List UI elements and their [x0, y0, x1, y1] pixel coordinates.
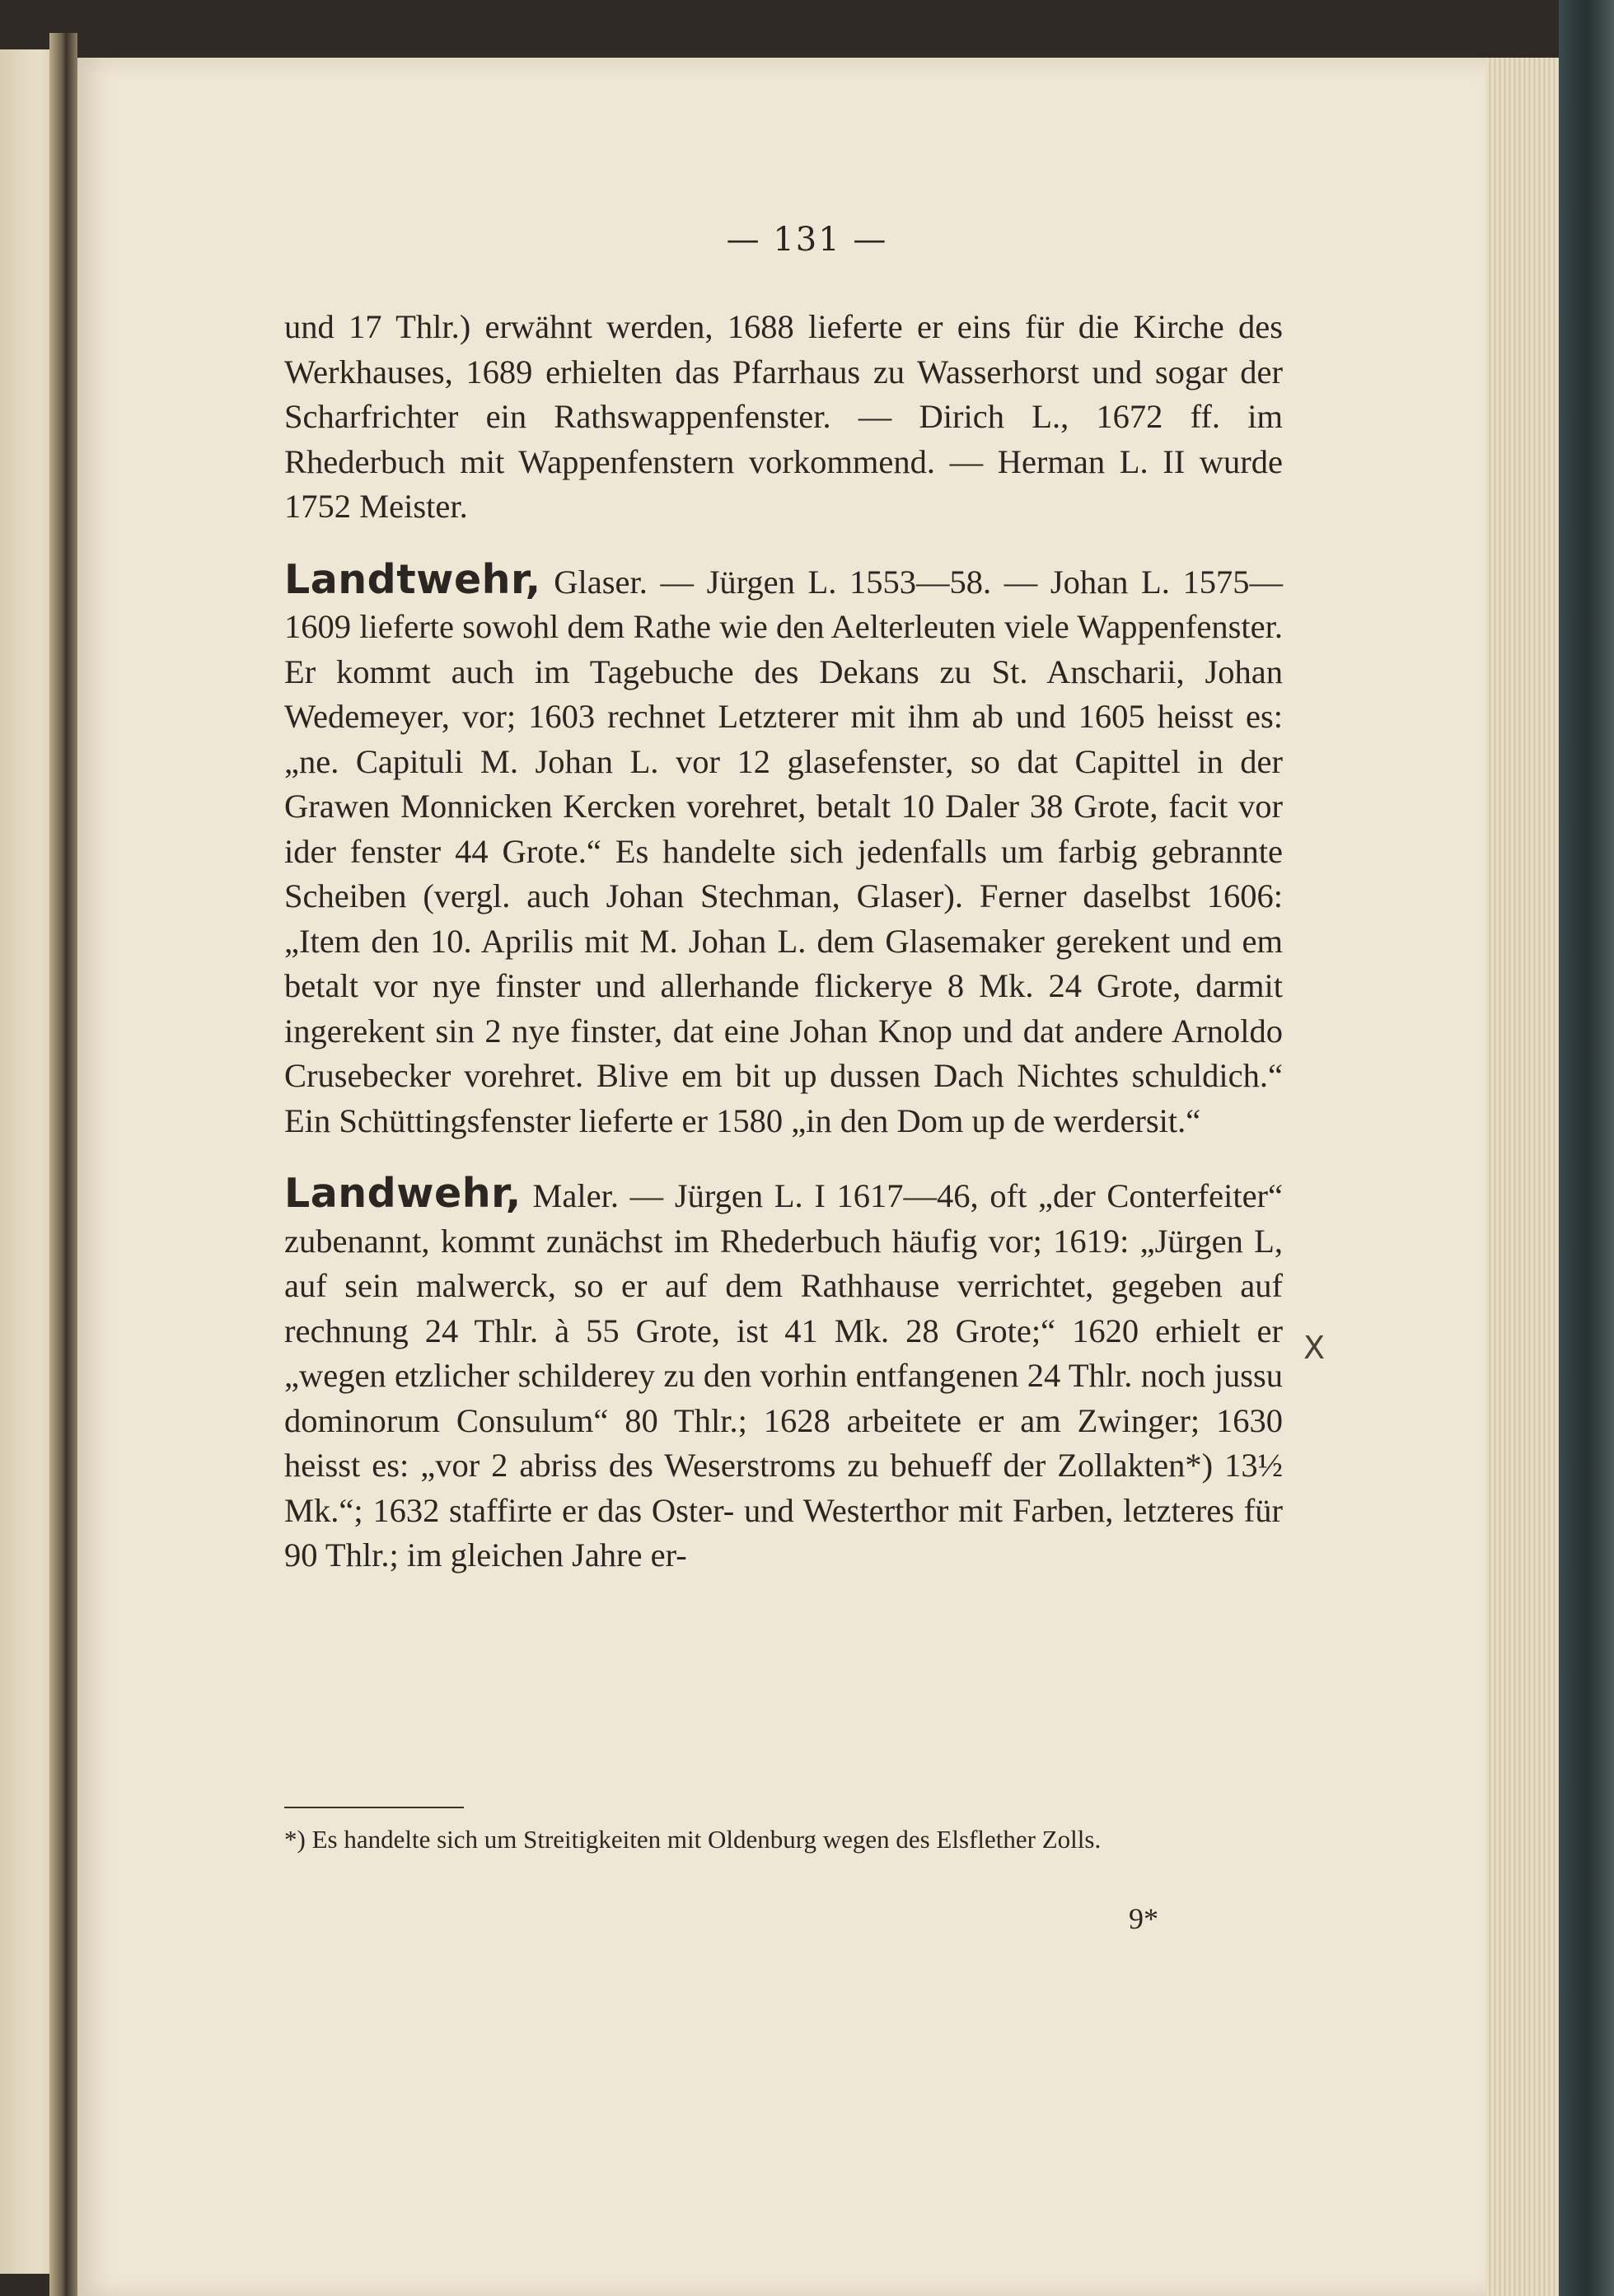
body-text — [284, 305, 1283, 1578]
entry-heading-landwehr: Landwehr, — [284, 1170, 522, 1217]
page-number: — 131 — — [726, 221, 888, 259]
signature-mark: 9* — [1129, 1902, 1158, 1935]
book-cover-edge — [1559, 0, 1614, 2296]
paragraph-1 — [284, 305, 1283, 530]
paragraph-2 — [284, 555, 1283, 1144]
entry-heading-tail: Glaser. — — [540, 563, 707, 601]
footnote-rule — [284, 1807, 464, 1808]
page-fore-edge — [1486, 58, 1559, 2296]
book-gutter — [49, 33, 77, 2296]
margin-pencil-mark: X — [1303, 1330, 1326, 1366]
paragraph-3 — [284, 1171, 1283, 1578]
paragraph-2-text: Jürgen L. 1553—58. — Johan L. 1575—1609 lieferte sowohl dem Rathe wie den Aelterleuten viele Wappenfenster. Er kommt auch im Tagebuche des Dekans zu St. Anscharii, Johan Wedemeyer, vor; 1603 rechnet Letzterer mit ihm ab und 1605 heisst es: „ne. Capituli M. Johan L. vor 12 glasefenster, so dat Capittel in der Grawen Monnicken Kercken vorehret, betalt 10 Daler 38 Grote, facit vor ider fenster 44 Grote.“ Es handelte sich jedenfalls um farbig gebrannte Scheiben (vergl. auch Johan Stechman, Glaser). Ferner daselbst 1606: „Item den 10. Aprilis mit M. Johan L. dem Glasemaker gerekent und em betalt vor nye finster und allerhande flickerye 8 Mk. 24 Grote, darmit ingerekent sin 2 nye finster, dat eine Johan Knop und dat andere Arnoldo Crusebecker vorehret. Blive em bit up dussen Dach Nichtes schuldich.“ Ein Schüttingsfenster lieferte er 1580 „in den Dom up de werdersit.“ — [284, 563, 1283, 1139]
paragraph-1-text: und 17 Thlr.) erwähnt werden, 1688 lieferte er eins für die Kirche des Werkhauses, 1689 erhielten das Pfarrhaus zu Wasserhorst und sogar der Scharfrichter ein Rathswappenfenster. — Dirich L., 1672 ff. im Rhederbuch mit Wappenfenstern vorkommend. — Herman L. II wurde 1752 Meister. — [284, 308, 1283, 525]
footnote: *) Es handelte sich um Streitigkeiten mit Oldenburg wegen des Elsflether Zolls. — [284, 1825, 1102, 1854]
paragraph-3-text: Jürgen L. I 1617—46, oft „der Conterfeiter“ zubenannt, kommt zunächst im Rhederbuch häufig vor; 1619: „Jürgen L, auf sein malwerck, so er auf dem Rathhause verrichtet, gegeben auf rechnung 24 Thlr. à 55 Grote, ist 41 Mk. 28 Grote;“ 1620 erhielt er „wegen etzlicher schilderey zu den vorhin entfangenen 24 Thlr. noch jussu dominorum Consulum“ 80 Thlr.; 1628 arbeitete er am Zwinger; 1630 heisst es: „vor 2 abriss des Weserstroms zu behueff der Zollakten*) 13½ Mk.“; 1632 staffirte er das Oster- und Westerthor mit Farben, letzteres für 90 Thlr.; im gleichen Jahre er- — [284, 1177, 1284, 1574]
entry-heading-landtwehr: Landtwehr, — [284, 555, 541, 603]
entry-heading-tail: Maler. — — [521, 1177, 675, 1214]
